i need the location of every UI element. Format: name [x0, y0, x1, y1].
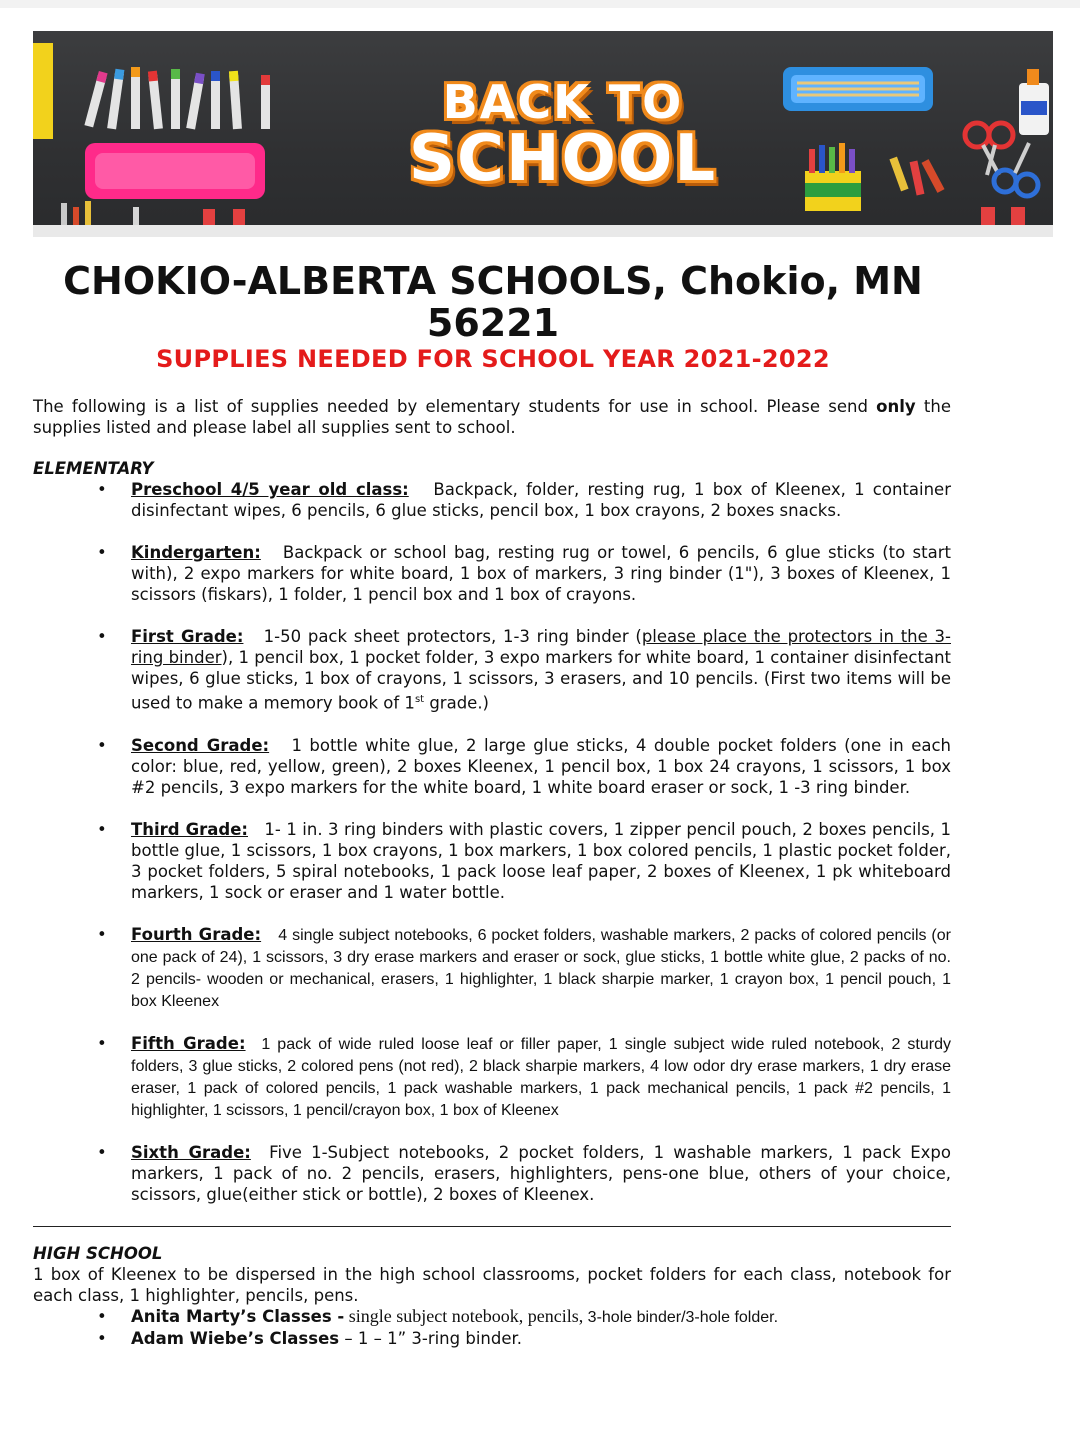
bullet: •	[97, 543, 107, 562]
bullet: •	[97, 627, 107, 646]
bullet: •	[97, 1328, 107, 1348]
bullet: •	[97, 819, 107, 839]
bullet: •	[97, 1033, 107, 1053]
supplies-subtitle: SUPPLIES NEEDED FOR SCHOOL YEAR 2021-2022	[156, 345, 830, 373]
grade-label: First Grade:	[131, 627, 244, 646]
list-item-adam-wiebe: • Adam Wiebe’s Classes – 1 – 1” 3-ring binder.	[97, 1328, 523, 1348]
top-strip	[0, 0, 1080, 8]
school-title: CHOKIO-ALBERTA SCHOOLS, Chokio, MN 56221	[63, 259, 923, 345]
markers-icon	[84, 67, 270, 129]
bullet: •	[97, 480, 107, 499]
intro-paragraph: The following is a list of supplies needed by elementary students for use in school. Please send only the supplies listed and please label all supplies sent to school.	[33, 397, 951, 437]
list-item-second-grade: • Second Grade: 1 bottle white glue, 2 large glue sticks, 4 double pocket folders (one in each color: blue, red, yellow, green), 2 boxes Kleenex, 1 pencil box, 1 box 24 crayons, 1 scissors, 1 box #2 pencils, 3 expo markers for the white board, 1 white board eraser or sock, 1 -3 ring binder.	[97, 735, 951, 797]
list-item-kindergarten: • Kindergarten: Backpack or school bag, resting rug or towel, 6 pencils, 6 glue sticks (to start with), 2 expo markers for white board, 1 box of markers, 3 ring binder (1"), 3 boxes of Kleenex, 1 scissors (fiskars), 1 folder, 1 pencil box and 1 box of crayons.	[97, 543, 951, 604]
supply-list-content	[33, 396, 951, 1349]
list-item-third-grade: • Third Grade: 1- 1 in. 3 ring binders with plastic covers, 1 zipper pencil pouch, 2 boxes pencils, 1 bottle glue, 1 scissors, 1 box crayons, 1 box markers, 1 box colored pencils, 1 plastic pocket folder, 3 pocket folders, 5 spiral notebooks, 1 pack loose leaf paper, 2 boxes of Kleenex, 1 pk whiteboard markers, 1 sock or eraser and 1 water bottle.	[97, 819, 951, 902]
list-item-anita-marty: • Anita Marty’s Classes - single subject notebook, pencils, 3-hole binder/3-hole folder.	[97, 1305, 779, 1326]
list-item-fourth-grade: • Fourth Grade: 4 single subject notebooks, 6 pocket folders, washable markers, 2 packs of colored pencils (or one pack of 24), 1 scissors, 3 dry erase markers and eraser or sock, glue sticks, 1 bottle white glue, 2 packs of no. 2 pencils- wooden or mechanical, erasers, 1 highlighter, 1 black sharpie marker, 1 crayon box, 1 pencil pouch, 1 box Kleenex	[97, 924, 951, 1010]
back-to-school-banner	[33, 31, 1053, 237]
grade-label: Fourth Grade:	[131, 924, 262, 944]
grade-label: Second Grade:	[131, 735, 270, 755]
high-school-text: 1 box of Kleenex to be dispersed in the high school classrooms, pocket folders for each class, notebook for each class, 1 highlighter, pencils, pens.	[33, 1264, 951, 1305]
banner-title	[333, 75, 793, 196]
bullet: •	[97, 924, 107, 944]
high-school-class-list	[33, 1306, 951, 1349]
high-school-heading: HIGH SCHOOL	[33, 1243, 163, 1263]
elementary-grade-list	[33, 479, 951, 1205]
list-item-fifth-grade: • Fifth Grade: 1 pack of wide ruled loose leaf or filler paper, 1 single subject wide ruled notebook, 2 sturdy folders, 3 glue sticks, 2 colored pens (not red), 2 black sharpie markers, 4 low odor dry erase markers, 1 dry erase eraser, 1 pack of colored pencils, 1 pack washable markers, 1 pack mechanical pencils, 1 pack #2 pencils, 1 highlighter, 1 scissors, 1 pencil/crayon box, 1 box of Kleenex	[97, 1033, 951, 1119]
grade-label: Preschool 4/5 year old class:	[131, 480, 409, 499]
grade-label: Kindergarten:	[131, 543, 261, 562]
banner-line2: SCHOOL	[408, 122, 718, 196]
bullet: •	[97, 735, 107, 755]
banner-line1: BACK TO	[442, 75, 684, 129]
bullet: •	[97, 1142, 107, 1162]
grade-label: Third Grade:	[131, 819, 248, 839]
section-divider	[33, 1226, 951, 1227]
list-item-sixth-grade: • Sixth Grade: Five 1-Subject notebooks, 2 pocket folders, 1 washable markers, 1 pack Expo markers, 1 pack of no. 2 pencils, erasers, highlighters, pens-one blue, others of your choice, scissors, glue(either stick or bottle), 2 boxes of Kleenex.	[97, 1142, 951, 1204]
list-item-first-grade: • First Grade: 1-50 pack sheet protectors, 1-3 ring binder (please place the protectors in the 3-ring binder), 1 pencil box, 1 pocket folder, 3 expo markers for white board, 1 container disinfectant wipes, 6 glue sticks, 1 box of crayons, 1 scissors, 3 erasers, and 10 pencils. (First two items will be used to make a memory book of 1st grade.)	[97, 627, 951, 713]
bullet: •	[97, 1306, 107, 1326]
elementary-heading: ELEMENTARY	[33, 459, 154, 478]
grade-label: Sixth Grade:	[131, 1142, 251, 1162]
list-item-preschool: • Preschool 4/5 year old class: Backpack, folder, resting rug, 1 box of Kleenex, 1 container disinfectant wipes, 6 pencils, 6 glue sticks, pencil box, 1 box crayons, 2 boxes snacks.	[97, 480, 951, 520]
grade-label: Fifth Grade:	[131, 1033, 246, 1053]
banner-bottom-edge	[33, 225, 1053, 237]
